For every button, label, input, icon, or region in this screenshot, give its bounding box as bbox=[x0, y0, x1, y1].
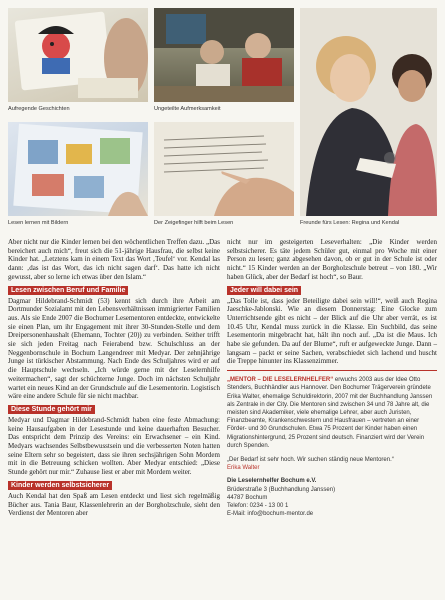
address-phone: Telefon: 0234 - 13 00 1 bbox=[227, 502, 289, 509]
subheading: Kinder werden selbstsicherer bbox=[8, 481, 112, 490]
quote bbox=[227, 456, 437, 472]
photo-caption: Lesen lernen mit Bildern bbox=[8, 220, 69, 226]
article-column-right bbox=[227, 238, 437, 518]
subheading: Jeder will dabei sein bbox=[227, 286, 301, 295]
paragraph: nicht nur im gesteigerten Leseverhalten: „Die Kinder werden selbstsicherer. Es täte jedem Schüler gut, einmal pro Woche mit einer Person zu lesen; ganz abgesehen davon, ob er gut in der Schule ist oder nicht.“ 15 Kinder werden an der Borgholzschule betreut – von 180. „Wir haben Glück, aber der Bedarf ist hoch“, so Baur. bbox=[227, 238, 437, 281]
divider bbox=[227, 370, 437, 371]
info-box-heading: „MENTOR – DIE LESELERNHELFER“ bbox=[227, 377, 334, 384]
address-street: Brüderstraße 3 (Buchhandlung Janssen) bbox=[227, 486, 336, 493]
photo-caption: Freunde fürs Lesen: Regina und Kendal bbox=[300, 220, 400, 226]
photo-caption: Aufregende Geschichten bbox=[8, 106, 70, 112]
photo-index-finger bbox=[154, 122, 294, 216]
subheading: Lesen zwischen Beruf und Familie bbox=[8, 286, 128, 295]
address-email[interactable]: E-Mail: info@bochum-mentor.de bbox=[227, 511, 314, 518]
address-city: 44787 Bochum bbox=[227, 494, 268, 501]
photo-undivided-attention bbox=[154, 8, 294, 102]
quote-author: Erika Walter bbox=[227, 465, 260, 472]
info-box bbox=[227, 376, 437, 472]
paragraph: Auch Kendal hat den Spaß am Lesen entdeckt und liest sich regelmäßig Bücher aus. Tania Baur, Klassenlehrerin an der Borgholzschule, sieht den Verdienst der Mentoren aber bbox=[8, 491, 220, 518]
photo-exciting-stories bbox=[8, 8, 148, 102]
contact-address bbox=[227, 477, 437, 518]
subheading: Diese Stunde gehört mir bbox=[8, 405, 95, 414]
photo-learning-with-pictures bbox=[8, 122, 148, 216]
quote-text: „Der Bedarf ist sehr hoch. Wir suchen ständig neue Mentoren.“ bbox=[227, 456, 394, 463]
photo-reading-friends bbox=[300, 8, 437, 216]
paragraph: Aber nicht nur die Kinder lernen bei den wöchentlichen Treffen dazu. „Das bereichert auch mich“, freut sich die 51-jährige Hausfrau, die selbst keine Kinder hat. „Letztens kam in einem Text das Wort ‚Teufel‘ vor. Kendal las dann: ‚das ist das Wort, das ich nicht sagen darf‘. Das hatte ich nicht gewusst, aber so lerne ich etwas über den Islam.“ bbox=[8, 238, 220, 281]
address-name: Die Leselernhelfer Bochum e.V. bbox=[227, 478, 317, 485]
paragraph: Medyar und Dagmar Hildebrand-Schmidt haben eine feste Abmachung: keine Hausaufgaben in der Lesestunde und keine dauerhaften Besucher. Das entspricht dem Prinzip des Vereins: ein Erwachsener – ein Kind. Medyars wachsendes Selbstbewusstsein und die verbesserten Noten hatten seine Eltern sehr so begeistert, dass sie ihren sechsjährigen Sohn Mordem mit in die Betreuung schicken wollten. Aber Medyar entschied: „Diese Stunde gehört nur mir.“ Zuhause liest er aber mit Mordem weiter. bbox=[8, 415, 220, 477]
paragraph: Dagmar Hildebrand-Schmidt (53) kennt sich durch ihre Arbeit am Dortmunder Sozialamt mit den Lebensverhältnissen immigrierter Familien aus. Als sie Ende 2007 die Bochumer Lesementoren entdeckte, entwickelte sie einen Plan, um ihr Engagement mit ihrer 30-Stunden-Stelle und dem Dreipersonenhaushalt (Ehemann, Tochter (20)) zu verbinden. Seither trifft sie sich jeden Freitag nach Feierabend bzw. Schulschluss an der Neggenbornschule in Bochum Langendreer mit Medyar. Der zehnjährige Junge ist türkischer Abstammung. Nach Ende des Schuljahres wird er auf die Hauptschule wechseln. „Ich würde gerne mit der Leselernhilfe weitermachen“, sagt der schüchterne Junge. Doch im nächsten Schuljahr wartet ein neues Kind an der Grundschule auf die Lesementorin. Logistisch wäre eine andere Schule für sie nicht machbar. bbox=[8, 296, 220, 401]
photo-caption: Ungeteilte Aufmerksamkeit bbox=[154, 106, 221, 112]
info-box-text: erwuchs 2003 aus der Idee Otto Stenders, Buchhändler aus Hannover. Den Bochumer Trägerverein gründete Erika Walter, ehemalige Schuldirektorin, 2007 mit der Buchhandlung Janssen als Zentrale in der City. Die Mentoren sind zwischen 34 und 78 Jahre alt, die meisten sind Akademiker, viele ehemalige Lehrer, aber auch Juristen, Finanzbeamte, Krankenschwestern und Hausfrauen – vertreten an einer Förder- und 30 Grundschulen. Etwa 75 Prozent der Kinder haben einen Migrationshintergrund, 25 Prozent sind deutsch. Finanziert wird der Verein durch Spenden. bbox=[227, 377, 433, 449]
photo-caption: Der Zeigefinger hilft beim Lesen bbox=[154, 220, 234, 226]
paragraph: „Das Tolle ist, dass jeder Beteiligte dabei sein will!“, weiß auch Regina Jaeschke-Jablonski. Wie an diesem Donnerstag: Eine Glocke zum Unterrichtsende gibt es nicht – der Blick auf die Uhr aber verrät, es ist 10.45 Uhr, Kendal muss zurück in die Klasse. Ein Suchbild, das seine Lesementorin mitgebracht hat, hält ihn noch auf. „Da ist die Maus. Ich habe sie gefunden. Da auf der Blume“, ruft er aufgeweckte Junge. Dann – langsam – packt er seine Sachen, verabschiedet sich lachend und huscht die Treppe hinunter ins Klassenzimmer. bbox=[227, 296, 437, 366]
article-column-left bbox=[8, 238, 220, 520]
